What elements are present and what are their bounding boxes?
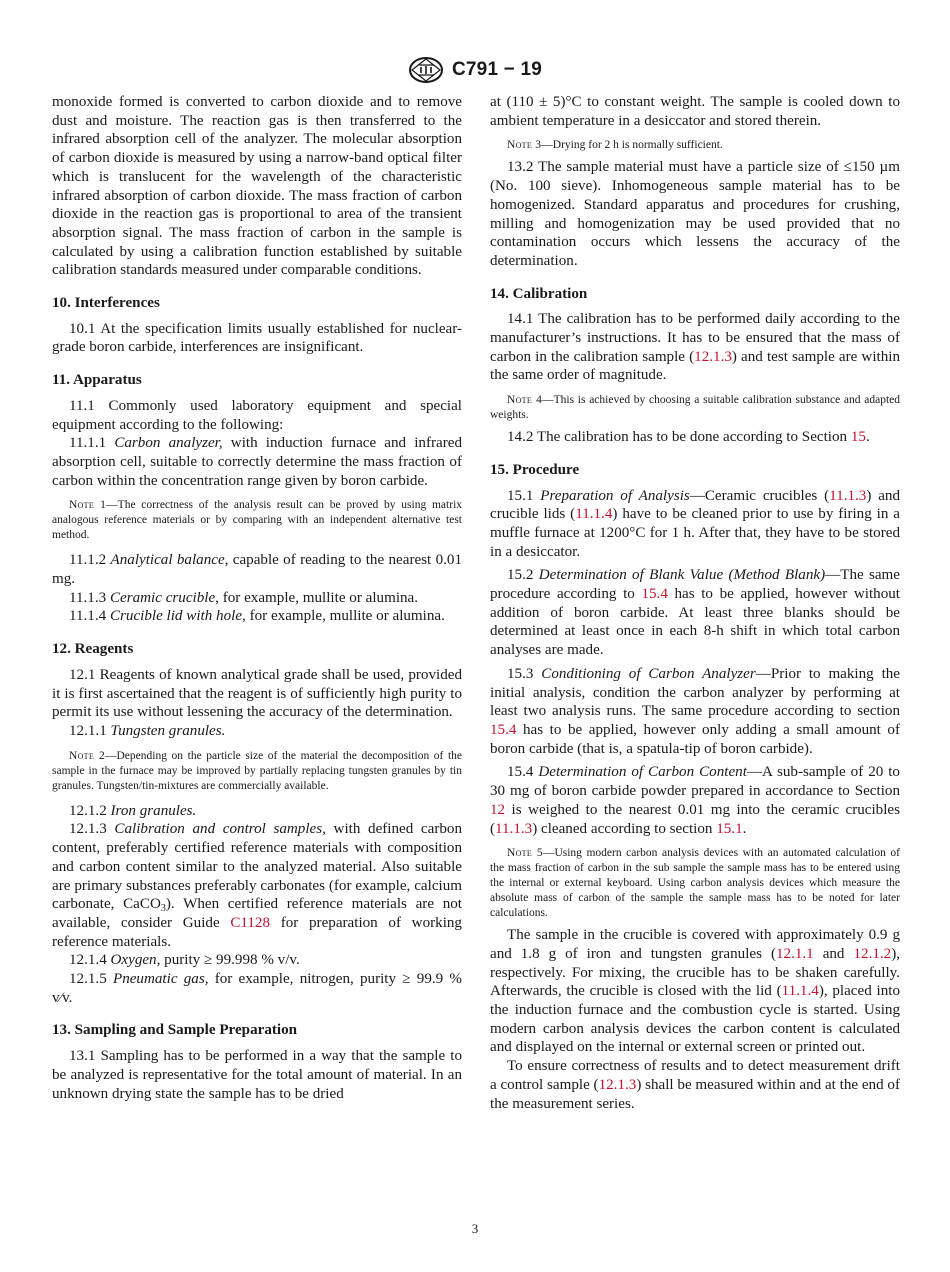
reference-link-12[interactable]: 12: [490, 801, 506, 818]
paragraph-12-1: 12.1 Reagents of known analytical grade shall be used, provided it is first ascertained that the reagent is of sufficiently high purity to permit its use without lessening the accuracy of the determination.: [52, 666, 462, 721]
reference-link-12-1-3[interactable]: 12.1.3: [598, 1076, 637, 1093]
reference-link-12-1-3[interactable]: 12.1.3: [694, 348, 732, 365]
right-column: [490, 93, 900, 1113]
paragraph-15-4: 15.4 Determination of Carbon Content—A sub-sample of 20 to 30 mg of boron carbide powder prepared in accordance to Section 12 is weighed to the nearest 0.01 mg into the ceramic crucibles (11.1.3) cleaned according to section 15.1.: [490, 764, 900, 837]
section-heading-10: 10. Interferences: [52, 295, 160, 312]
paragraph-12-1-4: 12.1.4 Oxygen, purity ≥ 99.998 % v/v.: [69, 952, 300, 969]
reference-link-15-4[interactable]: 15.4: [490, 721, 517, 738]
note-4: Note 4—This is achieved by choosing a suitable calibration substance and adapted weights.: [490, 394, 901, 422]
section-heading-13: 13. Sampling and Sample Preparation: [52, 1022, 298, 1039]
left-column: [52, 93, 462, 1103]
paragraph-control-sample: To ensure correctness of results and to detect measurement drift a control sample (12.1.3) shall be measured within and at the end of the measurement series.: [490, 1058, 900, 1112]
reference-link-11-1-4[interactable]: 11.1.4: [575, 506, 613, 523]
note-1: Note 1—The correctness of the analysis result can be proved by using matrix analogous reference materials or by comparing with an independent alternative test method.: [52, 499, 463, 542]
paragraph-12-1-3: 12.1.3 Calibration and control samples, with defined carbon content, preferably certified reference materials with composition and carbon content similar to the analyzed material. Also suitable are primary substances preferably carbonates (for example, calcium carbonate, CaCO$_3$). When certified reference materials are not available, consider Guide C1128 for preparation of working reference materials.: [52, 821, 463, 950]
paragraph-15-3: 15.3 Conditioning of Carbon Analyzer—Prior to making the initial analysis, condition the carbon analyzer by performing at least two analysis runs. The same procedure according to section 15.4 has to be applied, however only adding a small amount of boron carbide (that is, a spatula-tip of boron carbide).: [490, 665, 901, 757]
note-3: Note 3—Drying for 2 h is normally sufficient.: [507, 139, 723, 152]
paragraph-11-1-2: 11.1.2 Analytical balance, capable of reading to the nearest 0.01 mg.: [52, 552, 462, 588]
paragraph-12-1-5: 12.1.5 Pneumatic gas, for example, nitrogen, purity ≥ 99.9 % v⁄v.: [52, 971, 463, 1006]
paragraph-sample-covering: The sample in the crucible is covered with approximately 0.9 g and 1.8 g of iron and tungsten granules (12.1.1 and 12.1.2), respectively. For mixing, the crucible has to be shaken carefully. Afterwards, the crucible is closed with the lid (11.1.4), placed into the induction furnace and the combustion cycle is started. Using modern carbon analysis devices the carbon content is calculated and displayed on the internal or external screen or printed out.: [490, 927, 901, 1056]
reference-link-11-1-4[interactable]: 11.1.4: [781, 983, 819, 1000]
paragraph-continuation: monoxide formed is converted to carbon dioxide and to remove dust and moisture. The reaction gas is then transferred to the infrared absorption cell of the analyzer. The molecular absorption of carbon dioxide is measured by using a narrow-band optical filter which is translucent for the wavelength of the characteristic infrared absorption of carbon dioxide. The mass fraction of carbon dioxide in the reaction gas is proportional to area of the transient absorption signal. The mass fraction of carbon in the sample is calculated by using a calibration function established by suitable calibration standards measured under comparable conditions.: [52, 94, 462, 279]
paragraph-14-1: 14.1 The calibration has to be performed daily according to the manufacturer’s instructions. It has to be ensured that the mass of carbon in the calibration sample (12.1.3) and test sample are within the same order of magnitude.: [490, 311, 901, 384]
note-2: Note 2—Depending on the particle size of the material the decomposition of the sample in the furnace may be improved by partially replacing tungsten granules by tin granules. Tungsten/tin-mixtures are commercially available.: [52, 749, 463, 792]
paragraph-11-1-4: 11.1.4 Crucible lid with hole, for example, mullite or alumina.: [69, 608, 445, 625]
paragraph-14-2: 14.2 The calibration has to be done according to Section 15.: [507, 429, 870, 446]
note-5: Note 5—Using modern carbon analysis devices with an automated calculation of the mass fraction of carbon in the sub sample the sample mass has to be entered using the internal or external keyboard. Using carbon analysis devices which measure the absolute mass of carbon of the sample the sample mass has to be noted for later calculations.: [490, 847, 900, 920]
paragraph-11-1-3: 11.1.3 Ceramic crucible, for example, mullite or alumina.: [69, 589, 419, 606]
section-heading-12: 12. Reagents: [52, 641, 134, 658]
reference-link-15-4[interactable]: 15.4: [641, 586, 668, 603]
paragraph-10-1: 10.1 At the specification limits usually established for nuclear-grade boron carbide, interferences are insignificant.: [52, 320, 462, 356]
paragraph-11-1-1: 11.1.1 Carbon analyzer, with induction furnace and infrared absorption cell, suitable to correctly determine the mass fraction of carbon within the concentration range given by boron carbide.: [52, 435, 462, 489]
reference-link-c1128[interactable]: C1128: [230, 914, 271, 931]
section-heading-11: 11. Apparatus: [52, 372, 142, 389]
paragraph-13-1: 13.1 Sampling has to be performed in a way that the sample to be analyzed is representative for the total amount of material. In an unknown drying state the sample has to be dried: [52, 1048, 462, 1102]
reference-link-12-1-1[interactable]: 12.1.1: [775, 945, 814, 962]
reference-link-15[interactable]: 15: [850, 429, 866, 446]
paragraph-11-1: 11.1 Commonly used laboratory equipment and special equipment according to the following:: [52, 397, 462, 433]
paragraph-13-2: 13.2 The sample material must have a particle size of ≤150 µm (No. 100 sieve). Inhomogeneous sample material has to be homogenized. Standard apparatus and procedures for crushing, milling and homogenization may be used provided that no contamination occurs which lessens the accuracy of the determination.: [490, 159, 900, 269]
section-heading-15: 15. Procedure: [490, 461, 580, 478]
section-heading-14: 14. Calibration: [490, 285, 588, 302]
page-header: [0, 57, 950, 83]
paragraph-12-1-1: 12.1.1 Tungsten granules.: [69, 722, 226, 739]
paragraph-15-1: 15.1 Preparation of Analysis—Ceramic crucibles (11.1.3) and crucible lids (11.1.4) have to be cleaned prior to use by firing in a muffle furnace at 1200°C for 1 h. After that, they have to be stored in a desiccator.: [490, 487, 901, 560]
reference-link-11-1-3[interactable]: 11.1.3: [829, 487, 867, 504]
paragraph-12-1-2: 12.1.2 Iron granules.: [69, 802, 197, 819]
reference-link-12-1-2[interactable]: 12.1.2: [853, 945, 892, 962]
standard-designation: C791 − 19: [451, 59, 542, 80]
page-number: 3: [471, 1221, 479, 1236]
paragraph-13-1-continuation: at (110 ± 5)°C to constant weight. The sample is cooled down to ambient temperature in a desiccator and stored therein.: [490, 94, 900, 129]
reference-link-11-1-3[interactable]: 11.1.3: [495, 820, 533, 837]
paragraph-15-2: 15.2 Determination of Blank Value (Method Blank)—The same procedure according to 15.4 has to be applied, however without addition of boron carbide. At least three blanks should be determined at least once in each 8-h shift in which total carbon analyses are made.: [490, 567, 901, 659]
astm-logo-icon: [408, 57, 444, 83]
reference-link-15-1[interactable]: 15.1: [716, 820, 743, 837]
